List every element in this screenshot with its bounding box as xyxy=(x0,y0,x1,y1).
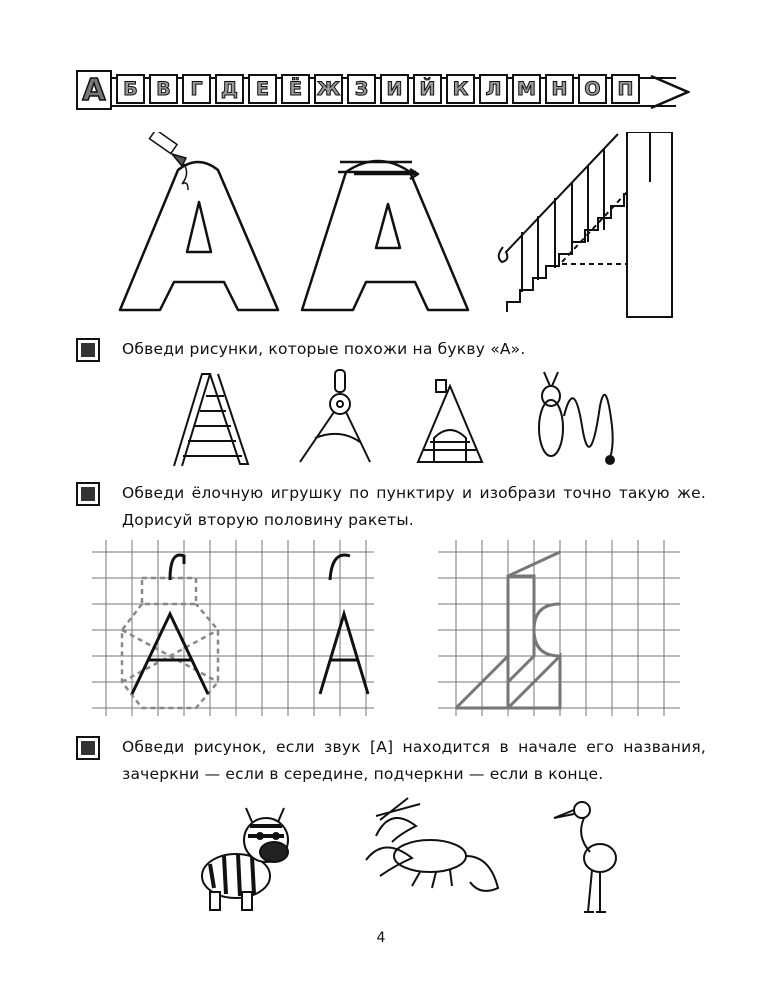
letter-cell: Ё xyxy=(281,74,310,104)
letter-cell: Н xyxy=(545,74,574,104)
letter-cell: Й xyxy=(413,74,442,104)
tower-icon xyxy=(418,380,482,462)
task-3 xyxy=(76,734,706,788)
butterfly-icon xyxy=(539,372,614,464)
zebra-icon xyxy=(202,808,288,910)
task-3-pictures xyxy=(180,796,640,916)
task-1 xyxy=(76,336,706,363)
letter-cell: Б xyxy=(116,74,145,104)
letter-a-illustrations xyxy=(110,132,690,327)
big-letter-a-outline-2 xyxy=(302,161,468,310)
letter-cell: Л xyxy=(479,74,508,104)
alphabet-strip xyxy=(76,70,690,114)
letter-cell: З xyxy=(347,74,376,104)
task-3-text: Обведи рисунок, если звук [А] находится в начале его названия, зачеркни — если в середине, подчеркни — если в конце. xyxy=(122,738,706,783)
drawing-grids xyxy=(92,540,682,718)
letter-cell: Ж xyxy=(314,74,343,104)
letter-cell: Д xyxy=(215,74,244,104)
letter-cell: Г xyxy=(182,74,211,104)
task-marker-icon xyxy=(76,338,100,362)
compass-icon xyxy=(300,370,370,462)
task-2 xyxy=(76,480,706,534)
task-1-pictures xyxy=(160,366,630,470)
ornament-letter-a xyxy=(132,555,368,694)
task-marker-icon xyxy=(76,736,100,760)
letter-cell: А xyxy=(76,70,112,110)
stork-icon xyxy=(554,802,616,912)
staircase-icon xyxy=(499,132,672,317)
letter-cell: П xyxy=(611,74,640,104)
letter-cell: М xyxy=(512,74,541,104)
task-2-text: Обведи ёлочную игрушку по пунктиру и изобрази точно такую же. Дорисуй вторую половину ракеты. xyxy=(122,484,706,529)
task-1-text: Обведи рисунки, которые похожи на букву «А». xyxy=(122,340,526,358)
letter-cell: В xyxy=(149,74,178,104)
ladder-icon xyxy=(174,374,248,466)
pencil-icon xyxy=(149,132,188,190)
crayfish-icon xyxy=(366,798,498,891)
letter-cell: И xyxy=(380,74,409,104)
big-letter-a-outline xyxy=(120,162,278,310)
task-marker-icon xyxy=(76,482,100,506)
page-number: 4 xyxy=(376,930,386,946)
letter-cell: К xyxy=(446,74,475,104)
letter-cell: Е xyxy=(248,74,277,104)
letter-cell: О xyxy=(578,74,607,104)
ornament-dotted-outline xyxy=(122,578,218,708)
